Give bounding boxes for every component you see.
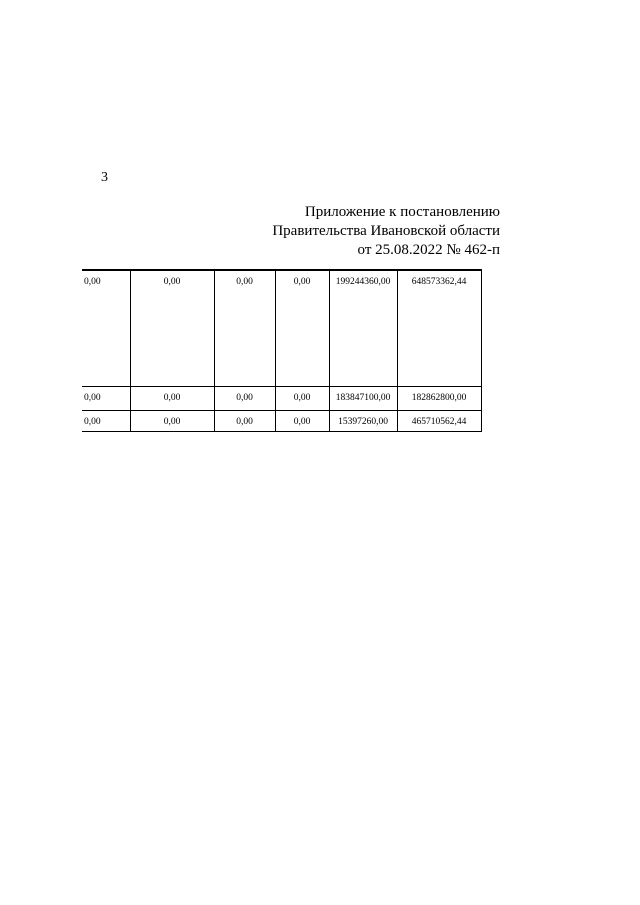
header-line-government: Правительства Ивановской области xyxy=(272,223,500,239)
table-cell: 0,00 xyxy=(214,410,275,431)
table-row xyxy=(82,270,481,386)
table-cell: 0,00 xyxy=(82,270,130,386)
table-cell: 465710562,44 xyxy=(397,410,481,431)
header-line-date-number: от 25.08.2022 № 462-п xyxy=(357,242,500,258)
document-header xyxy=(272,203,500,260)
table-cell: 199244360,00 xyxy=(329,270,397,386)
table-row xyxy=(82,410,481,431)
table-cell: 183847100,00 xyxy=(329,386,397,410)
table-cell: 0,00 xyxy=(214,270,275,386)
table-cell: 15397260,00 xyxy=(329,410,397,431)
table-cell: 0,00 xyxy=(275,270,329,386)
table-cell: 0,00 xyxy=(130,386,214,410)
table-cell: 0,00 xyxy=(130,270,214,386)
page-number: 3 xyxy=(101,170,108,185)
header-line-appendix: Приложение к постановлению xyxy=(304,204,500,220)
table-cell: 648573362,44 xyxy=(397,270,481,386)
table-cell: 0,00 xyxy=(82,386,130,410)
table-cell: 0,00 xyxy=(275,386,329,410)
table-cell: 0,00 xyxy=(214,386,275,410)
table-cell: 0,00 xyxy=(82,410,130,431)
table-cell: 182862800,00 xyxy=(397,386,481,410)
table-cell: 0,00 xyxy=(130,410,214,431)
table-row xyxy=(82,386,481,410)
data-table xyxy=(82,269,482,432)
table-cell: 0,00 xyxy=(275,410,329,431)
